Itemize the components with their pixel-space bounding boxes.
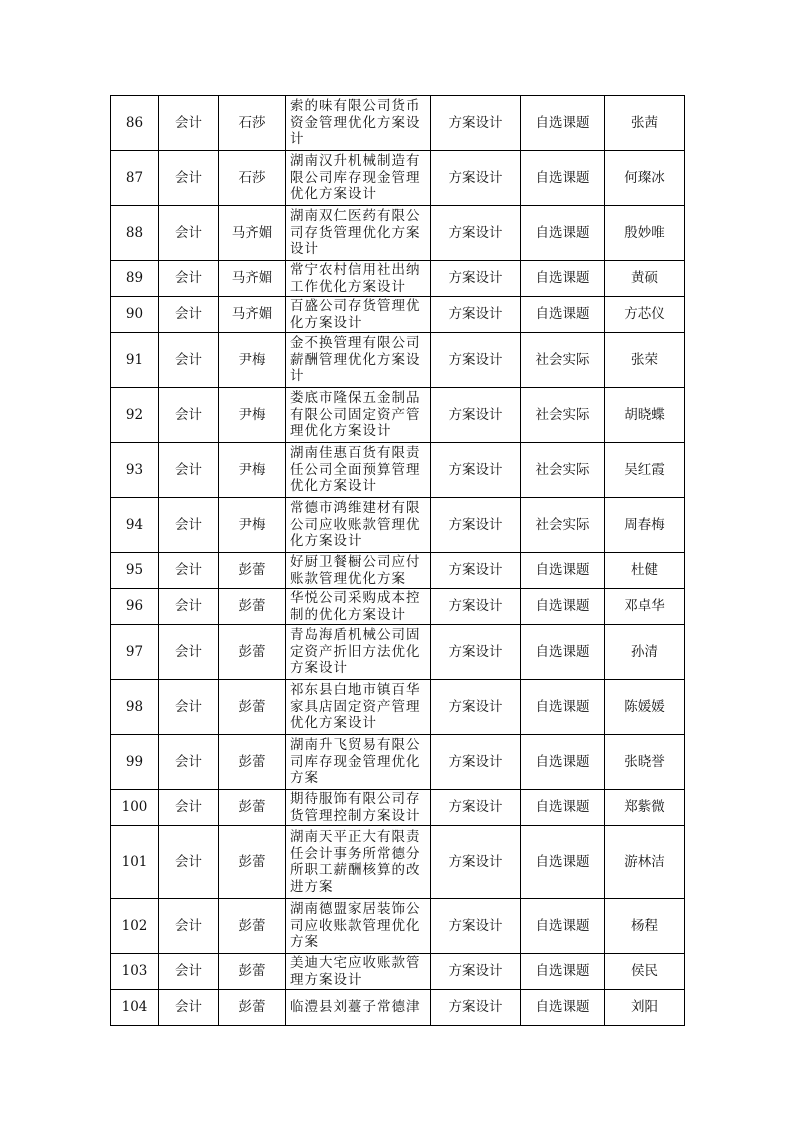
major-cell: 会计 [159,206,219,261]
table-row [111,261,685,297]
row-number-cell: 97 [111,625,159,680]
student-name-cell: 刘阳 [605,990,685,1026]
topic-type-cell: 方案设计 [431,333,521,388]
row-number-cell: 103 [111,954,159,990]
table-row [111,297,685,333]
student-name-cell: 侯民 [605,954,685,990]
student-name-cell: 吴红霞 [605,443,685,498]
row-number-cell: 87 [111,151,159,206]
topic-type-cell: 方案设计 [431,826,521,899]
topic-source-cell: 自选课题 [521,553,605,589]
row-number-cell: 99 [111,735,159,790]
topic-type-cell: 方案设计 [431,790,521,826]
thesis-title-cell: 百盛公司存货管理优化方案设计 [286,297,431,333]
major-cell: 会计 [159,899,219,954]
topic-type-cell: 方案设计 [431,735,521,790]
row-number-cell: 89 [111,261,159,297]
table-row [111,680,685,735]
topic-type-cell: 方案设计 [431,151,521,206]
advisor-name-cell: 彭蕾 [219,899,286,954]
table-row [111,954,685,990]
row-number-cell: 94 [111,498,159,553]
advisor-name-cell: 彭蕾 [219,990,286,1026]
advisor-name-cell: 彭蕾 [219,735,286,790]
advisor-name-cell: 彭蕾 [219,826,286,899]
student-name-cell: 张晓誉 [605,735,685,790]
topic-source-cell: 自选课题 [521,625,605,680]
thesis-title-cell: 常德市鸿维建材有限公司应收账款管理优化方案设计 [286,498,431,553]
topic-source-cell: 社会实际 [521,498,605,553]
table-row [111,990,685,1026]
major-cell: 会计 [159,826,219,899]
topic-type-cell: 方案设计 [431,990,521,1026]
table-row [111,553,685,589]
topic-source-cell: 自选课题 [521,589,605,625]
advisor-name-cell: 马齐媚 [219,297,286,333]
topic-source-cell: 社会实际 [521,333,605,388]
advisor-name-cell: 马齐媚 [219,206,286,261]
thesis-title-cell: 湖南汉升机械制造有限公司库存现金管理优化方案设计 [286,151,431,206]
thesis-title-cell: 湖南佳惠百货有限责任公司全面预算管理优化方案设计 [286,443,431,498]
advisor-name-cell: 石莎 [219,96,286,151]
row-number-cell: 96 [111,589,159,625]
table-row [111,498,685,553]
topic-type-cell: 方案设计 [431,899,521,954]
thesis-title-cell: 湖南德盟家居装饰公司应收账款管理优化方案 [286,899,431,954]
thesis-title-cell: 美迪大宅应收账款管理方案设计 [286,954,431,990]
table-row [111,625,685,680]
topic-source-cell: 自选课题 [521,261,605,297]
advisor-name-cell: 彭蕾 [219,553,286,589]
row-number-cell: 93 [111,443,159,498]
advisor-name-cell: 尹梅 [219,333,286,388]
major-cell: 会计 [159,151,219,206]
major-cell: 会计 [159,625,219,680]
student-name-cell: 何璨冰 [605,151,685,206]
advisor-name-cell: 彭蕾 [219,680,286,735]
topic-source-cell: 自选课题 [521,680,605,735]
topic-type-cell: 方案设计 [431,498,521,553]
student-name-cell: 杨程 [605,899,685,954]
row-number-cell: 101 [111,826,159,899]
major-cell: 会计 [159,553,219,589]
student-name-cell: 殷妙唯 [605,206,685,261]
table-row [111,96,685,151]
row-number-cell: 98 [111,680,159,735]
student-name-cell: 张茜 [605,96,685,151]
topic-type-cell: 方案设计 [431,443,521,498]
major-cell: 会计 [159,297,219,333]
advisor-name-cell: 尹梅 [219,498,286,553]
advisor-name-cell: 彭蕾 [219,954,286,990]
topic-type-cell: 方案设计 [431,625,521,680]
topic-type-cell: 方案设计 [431,96,521,151]
row-number-cell: 86 [111,96,159,151]
table-row [111,333,685,388]
major-cell: 会计 [159,96,219,151]
thesis-title-cell: 祁东县白地市镇百华家具店固定资产管理优化方案设计 [286,680,431,735]
row-number-cell: 88 [111,206,159,261]
table-row [111,790,685,826]
thesis-title-cell: 好厨卫餐橱公司应付账款管理优化方案 [286,553,431,589]
topic-type-cell: 方案设计 [431,954,521,990]
student-name-cell: 胡晓蝶 [605,388,685,443]
major-cell: 会计 [159,735,219,790]
topic-source-cell: 自选课题 [521,790,605,826]
student-name-cell: 邓卓华 [605,589,685,625]
table-row [111,735,685,790]
thesis-title-cell: 索的味有限公司货币资金管理优化方案设计 [286,96,431,151]
topic-source-cell: 自选课题 [521,954,605,990]
major-cell: 会计 [159,990,219,1026]
major-cell: 会计 [159,680,219,735]
topic-source-cell: 自选课题 [521,297,605,333]
major-cell: 会计 [159,261,219,297]
major-cell: 会计 [159,443,219,498]
thesis-title-cell: 期待服饰有限公司存货管理控制方案设计 [286,790,431,826]
topic-source-cell: 自选课题 [521,206,605,261]
advisor-name-cell: 马齐媚 [219,261,286,297]
student-name-cell: 黄硕 [605,261,685,297]
row-number-cell: 90 [111,297,159,333]
topic-type-cell: 方案设计 [431,680,521,735]
student-name-cell: 孙清 [605,625,685,680]
advisor-name-cell: 尹梅 [219,388,286,443]
advisor-name-cell: 尹梅 [219,443,286,498]
row-number-cell: 102 [111,899,159,954]
major-cell: 会计 [159,333,219,388]
row-number-cell: 91 [111,333,159,388]
table-row [111,151,685,206]
advisor-name-cell: 彭蕾 [219,589,286,625]
topic-source-cell: 社会实际 [521,388,605,443]
thesis-title-cell: 湖南天平正大有限责任会计事务所常德分所职工薪酬核算的改进方案 [286,826,431,899]
topic-assignment-table [110,95,685,1026]
thesis-title-cell: 常宁农村信用社出纳工作优化方案设计 [286,261,431,297]
advisor-name-cell: 彭蕾 [219,790,286,826]
table-body [111,96,685,1026]
thesis-title-cell: 华悦公司采购成本控制的优化方案设计 [286,589,431,625]
major-cell: 会计 [159,790,219,826]
table-row [111,826,685,899]
topic-type-cell: 方案设计 [431,261,521,297]
row-number-cell: 92 [111,388,159,443]
row-number-cell: 95 [111,553,159,589]
table-row [111,206,685,261]
advisor-name-cell: 石莎 [219,151,286,206]
major-cell: 会计 [159,388,219,443]
student-name-cell: 张荣 [605,333,685,388]
student-name-cell: 杜健 [605,553,685,589]
thesis-title-cell: 湖南升飞贸易有限公司库存现金管理优化方案 [286,735,431,790]
major-cell: 会计 [159,498,219,553]
topic-source-cell: 自选课题 [521,735,605,790]
thesis-title-cell: 临澧县刘薹子常德津 [286,990,431,1026]
student-name-cell: 方芯仪 [605,297,685,333]
topic-source-cell: 自选课题 [521,151,605,206]
topic-type-cell: 方案设计 [431,206,521,261]
table-row [111,899,685,954]
table-row [111,388,685,443]
advisor-name-cell: 彭蕾 [219,625,286,680]
row-number-cell: 104 [111,990,159,1026]
topic-type-cell: 方案设计 [431,589,521,625]
topic-type-cell: 方案设计 [431,297,521,333]
topic-source-cell: 自选课题 [521,990,605,1026]
row-number-cell: 100 [111,790,159,826]
major-cell: 会计 [159,589,219,625]
topic-source-cell: 自选课题 [521,96,605,151]
table-row [111,443,685,498]
thesis-title-cell: 金不换管理有限公司薪酬管理优化方案设计 [286,333,431,388]
table-row [111,589,685,625]
student-name-cell: 郑紫微 [605,790,685,826]
topic-source-cell: 自选课题 [521,899,605,954]
student-name-cell: 游林洁 [605,826,685,899]
student-name-cell: 周春梅 [605,498,685,553]
topic-source-cell: 自选课题 [521,826,605,899]
topic-type-cell: 方案设计 [431,553,521,589]
student-name-cell: 陈媛媛 [605,680,685,735]
topic-source-cell: 社会实际 [521,443,605,498]
thesis-title-cell: 娄底市隆保五金制品有限公司固定资产管理优化方案设计 [286,388,431,443]
major-cell: 会计 [159,954,219,990]
thesis-title-cell: 青岛海盾机械公司固定资产折旧方法优化方案设计 [286,625,431,680]
thesis-title-cell: 湖南双仁医药有限公司存货管理优化方案设计 [286,206,431,261]
topic-type-cell: 方案设计 [431,388,521,443]
